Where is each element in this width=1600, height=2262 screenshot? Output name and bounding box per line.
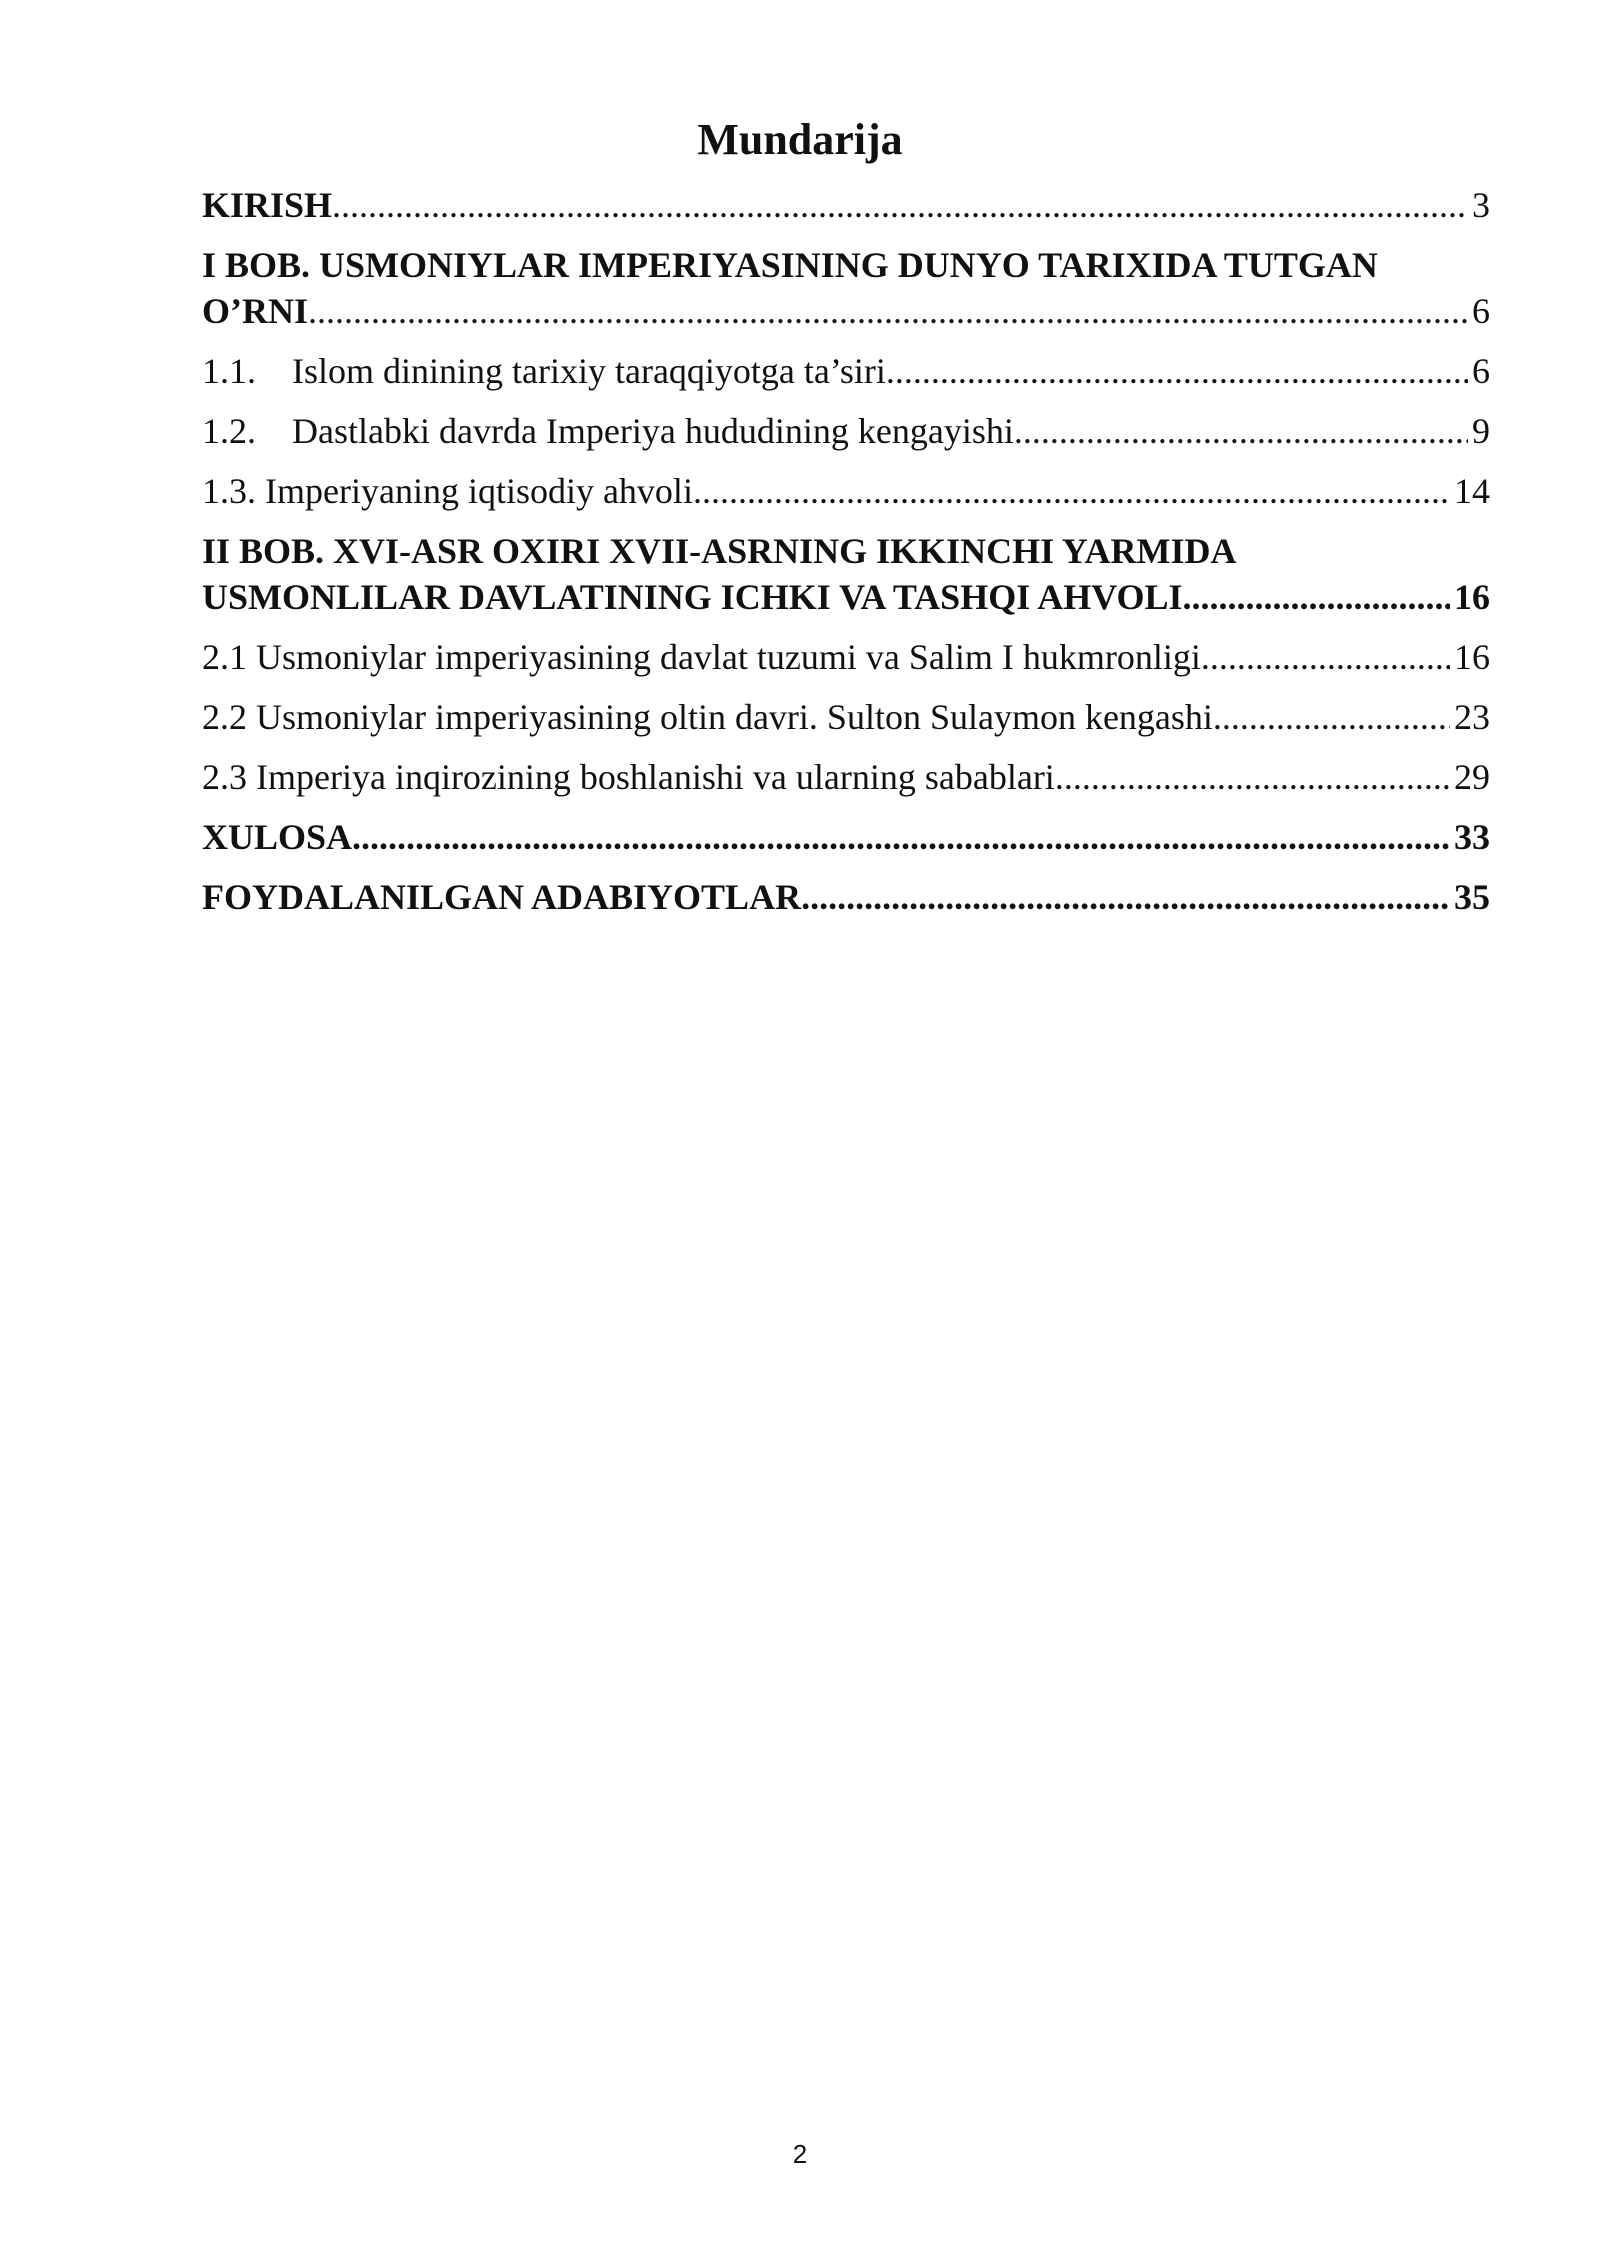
toc-entry-1-3[interactable] bbox=[202, 468, 1490, 514]
toc-entry-text: 1.3. Imperiyaning iqtisodiy ahvoli bbox=[202, 471, 693, 511]
toc-entry-1-2[interactable] bbox=[202, 408, 1490, 454]
page-number: 2 bbox=[792, 2139, 808, 2169]
dot-leader bbox=[1183, 574, 1450, 620]
toc-page-number: 35 bbox=[1454, 877, 1490, 917]
toc-entry-text: Islom dinining tarixiy taraqqiyotga ta’siri bbox=[292, 351, 886, 391]
toc-entry-number: 1.2. bbox=[202, 411, 256, 451]
toc-entry-number: 1.1. bbox=[202, 351, 256, 391]
toc-entry-text: 2.1 Usmoniylar imperiyasining davlat tuzumi va Salim I hukmronligi bbox=[202, 637, 1201, 677]
toc-page-number: 6 bbox=[1472, 351, 1490, 391]
toc-entry-text: Dastlabki davrda Imperiya hududining kengayishi bbox=[292, 411, 1014, 451]
toc-page-number: 3 bbox=[1472, 185, 1490, 225]
toc-entry-text: USMONLILAR DAVLATINING ICHKI VA TASHQI AHVOLI bbox=[202, 577, 1183, 617]
toc-entry-text: 2.2 Usmoniylar imperiyasining oltin davri. Sulton Sulaymon kengashi bbox=[202, 697, 1213, 737]
toc-entry-xulosa[interactable] bbox=[202, 814, 1490, 860]
toc-entry-chapter-1[interactable] bbox=[202, 242, 1490, 334]
toc-entry-heading-line: II BOB. XVI-ASR OXIRI XVII-ASRNING IKKINCHI YARMIDA bbox=[202, 531, 1237, 571]
toc-page-number: 14 bbox=[1454, 471, 1490, 511]
dot-leader bbox=[1201, 634, 1450, 680]
dot-leader bbox=[1055, 754, 1450, 800]
dot-leader bbox=[693, 468, 1450, 514]
toc-entry-adabiyotlar[interactable] bbox=[202, 874, 1490, 920]
dot-leader bbox=[1014, 408, 1468, 454]
toc-page-number: 23 bbox=[1454, 697, 1490, 737]
toc-page-number: 16 bbox=[1454, 637, 1490, 677]
dot-leader bbox=[886, 348, 1468, 394]
toc-entry-2-3[interactable] bbox=[202, 754, 1490, 800]
toc-entry-text: XULOSA bbox=[202, 817, 353, 857]
toc-title: Mundarija bbox=[697, 115, 903, 164]
dot-leader bbox=[308, 288, 1468, 334]
toc-entry-2-1[interactable] bbox=[202, 634, 1490, 680]
toc-entry-text: FOYDALANILGAN ADABIYOTLAR bbox=[202, 877, 802, 917]
table-of-contents bbox=[202, 182, 1490, 934]
dot-leader bbox=[1213, 694, 1450, 740]
toc-page-number: 16 bbox=[1454, 577, 1490, 617]
toc-page-number: 9 bbox=[1472, 411, 1490, 451]
toc-entry-chapter-2[interactable] bbox=[202, 528, 1490, 620]
toc-page-number: 6 bbox=[1472, 291, 1490, 331]
toc-entry-text: O’RNI bbox=[202, 291, 308, 331]
toc-entry-1-1[interactable] bbox=[202, 348, 1490, 394]
toc-entry-text: 2.3 Imperiya inqirozining boshlanishi va ularning sabablari bbox=[202, 757, 1055, 797]
toc-entry-kirish[interactable] bbox=[202, 182, 1490, 228]
toc-page-number: 29 bbox=[1454, 757, 1490, 797]
toc-entry-heading-line: I BOB. USMONIYLAR IMPERIYASINING DUNYO TARIXIDA TUTGAN bbox=[202, 245, 1378, 285]
toc-entry-text: KIRISH bbox=[202, 185, 333, 225]
dot-leader bbox=[352, 814, 1450, 860]
toc-page-number: 33 bbox=[1454, 817, 1490, 857]
dot-leader bbox=[332, 182, 1468, 228]
dot-leader bbox=[801, 874, 1450, 920]
toc-entry-2-2[interactable] bbox=[202, 694, 1490, 740]
